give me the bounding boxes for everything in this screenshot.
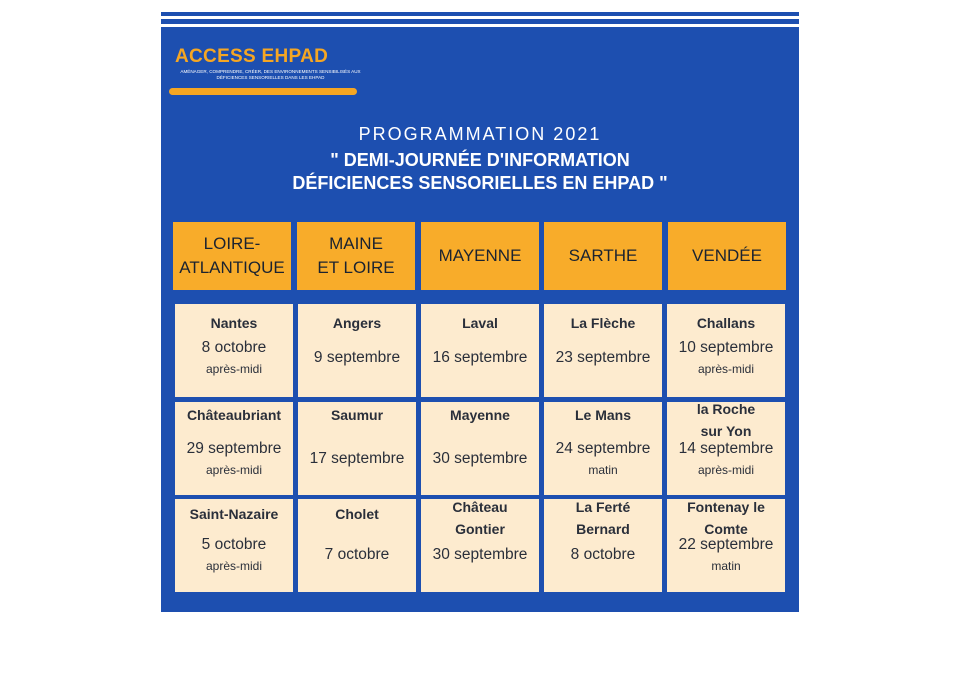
session-city: Château Gontier — [452, 499, 508, 537]
session-city: Challans — [696, 315, 756, 331]
session-time: après-midi — [205, 463, 262, 477]
session-cell — [421, 499, 539, 592]
session-city: Nantes — [210, 315, 258, 331]
session-date: 16 septembre — [432, 349, 528, 366]
session-cell — [544, 304, 662, 397]
dept-label: VENDÉE — [692, 246, 762, 265]
poster — [161, 12, 799, 612]
session-city: la Roche sur Yon — [696, 401, 756, 439]
top-stripe — [161, 24, 799, 27]
session-cell — [544, 402, 662, 495]
dept-label: LOIRE-ATLANTIQUE — [179, 234, 285, 277]
session-date: 30 septembre — [432, 450, 528, 467]
session-date: 7 octobre — [324, 546, 390, 563]
logo-underline — [169, 88, 357, 95]
session-city: Saint-Nazaire — [189, 506, 279, 522]
top-stripe — [161, 16, 799, 19]
session-cell — [298, 499, 416, 592]
session-time: après-midi — [205, 559, 262, 573]
dept-header — [544, 222, 662, 290]
session-cell — [298, 402, 416, 495]
heading-line-2: " DEMI-JOURNÉE D'INFORMATION — [330, 150, 630, 170]
dept-header — [421, 222, 539, 290]
session-date: 14 septembre — [678, 440, 774, 457]
session-city: Saumur — [330, 407, 384, 423]
session-time: matin — [711, 559, 741, 573]
dept-header — [668, 222, 786, 290]
dept-label: MAYENNE — [438, 246, 522, 265]
session-date: 29 septembre — [186, 440, 282, 457]
session-cell — [544, 499, 662, 592]
session-date: 22 septembre — [678, 536, 774, 553]
session-date: 24 septembre — [555, 440, 651, 457]
session-date: 30 septembre — [432, 546, 528, 563]
session-city: Laval — [462, 315, 498, 331]
session-cell — [421, 402, 539, 495]
session-city: Cholet — [335, 506, 379, 522]
session-date: 17 septembre — [309, 450, 405, 467]
session-cell — [175, 304, 293, 397]
session-date: 8 octobre — [201, 339, 267, 356]
session-time: après-midi — [697, 362, 754, 376]
logo-subtitle: AMÉNAGER, COMPRENDRE, CRÉER, DES ENVIRONNEMENTS SENSIBILISÉS AUX DÉFICIENCES SENSORIELLES DANS LES EHPAD — [180, 69, 361, 80]
session-city: Fontenay le Comte — [687, 499, 765, 537]
dept-header — [297, 222, 415, 290]
session-city: Angers — [332, 315, 382, 331]
session-date: 10 septembre — [678, 339, 774, 356]
dept-header — [173, 222, 291, 290]
session-city: La Ferté Bernard — [575, 499, 631, 537]
dept-label: SARTHE — [568, 246, 638, 265]
session-time: après-midi — [205, 362, 262, 376]
session-time: après-midi — [697, 463, 754, 477]
session-date: 9 septembre — [313, 349, 401, 366]
session-city: Le Mans — [574, 407, 631, 423]
session-city: Châteaubriant — [186, 407, 282, 423]
session-cell — [667, 499, 785, 592]
session-cell — [667, 304, 785, 397]
session-date: 23 septembre — [555, 349, 651, 366]
heading-line-3: DÉFICIENCES SENSORIELLES EN EHPAD " — [292, 173, 668, 193]
logo-title: ACCESS EHPAD — [175, 46, 329, 67]
session-cell — [667, 402, 785, 495]
session-cell — [421, 304, 539, 397]
session-cell — [175, 499, 293, 592]
session-cell — [175, 402, 293, 495]
session-city: Mayenne — [450, 407, 510, 423]
session-cell — [298, 304, 416, 397]
session-date: 5 octobre — [201, 536, 267, 553]
session-time: matin — [588, 463, 618, 477]
session-city: La Flèche — [570, 315, 636, 331]
session-date: 8 octobre — [570, 546, 636, 563]
dept-label: MAINE ET LOIRE — [317, 234, 395, 277]
heading-line-1: PROGRAMMATION 2021 — [358, 124, 602, 144]
